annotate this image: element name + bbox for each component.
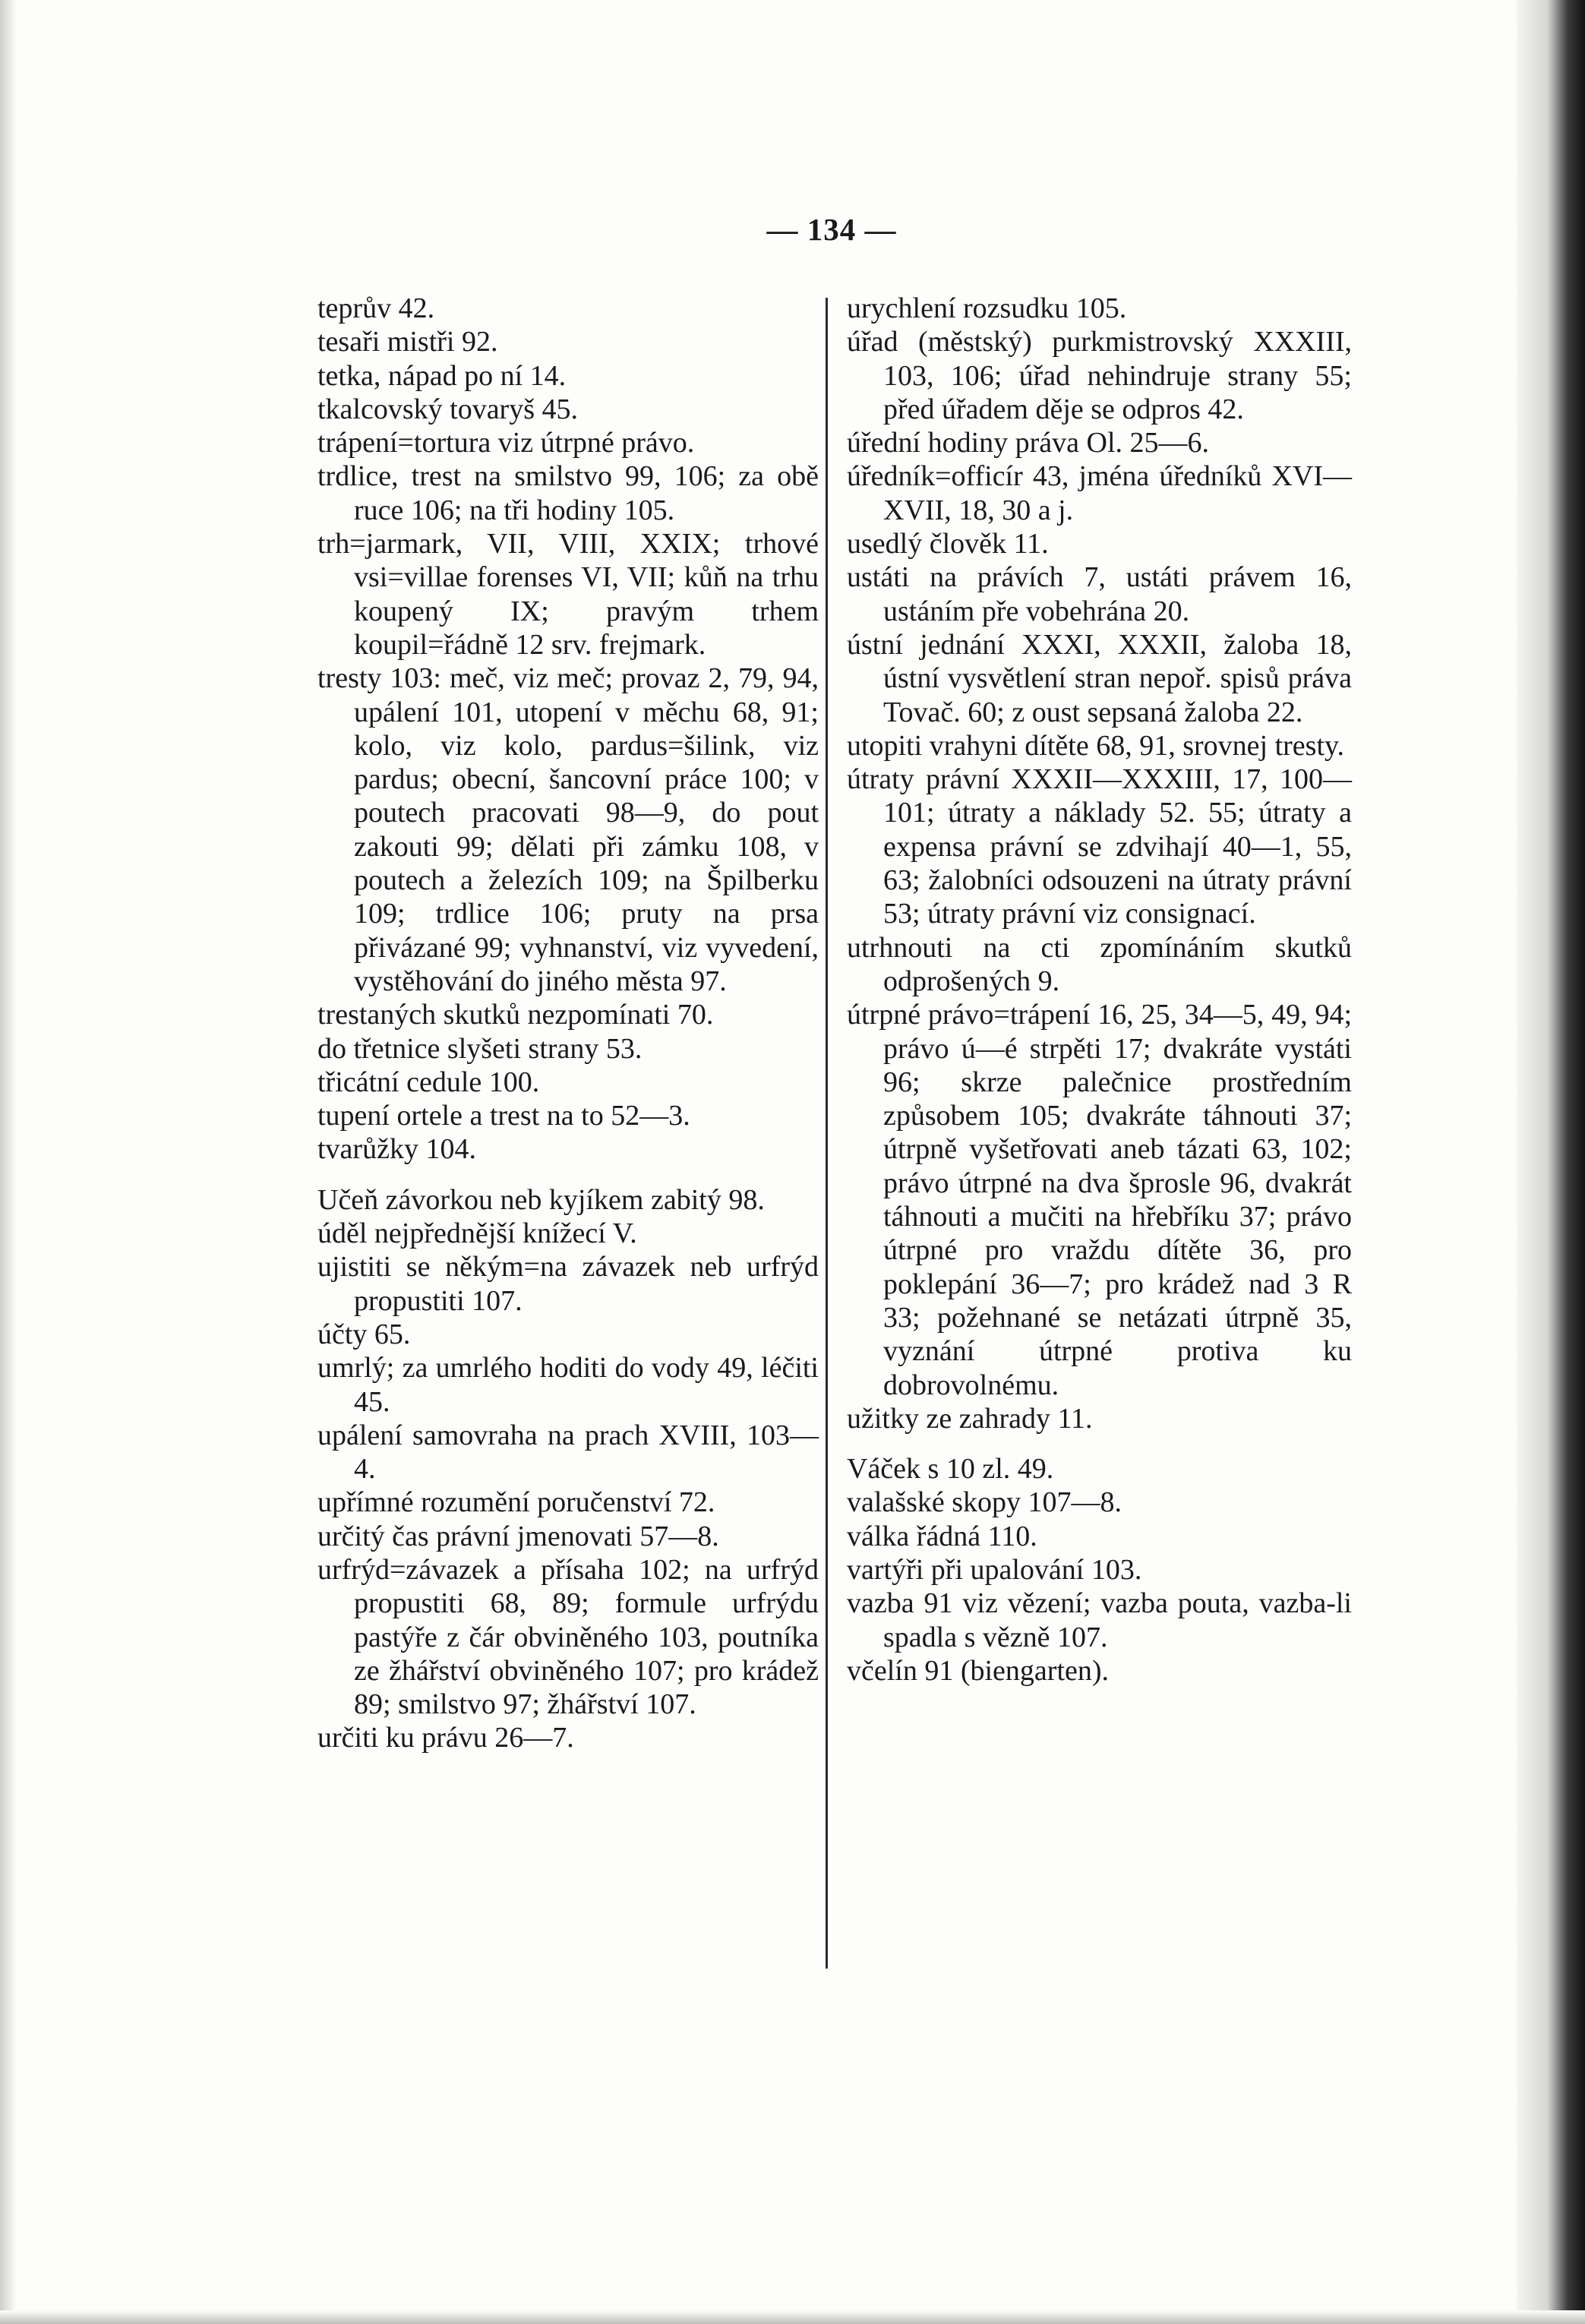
page-edge-left bbox=[0, 0, 17, 2324]
index-entry: ujistiti se někým=na závazek neb urfrýd propustiti 107. bbox=[317, 1251, 819, 1317]
index-entry: účty 65. bbox=[317, 1318, 411, 1350]
index-entry: Váček s 10 zl. 49. bbox=[847, 1453, 1054, 1486]
index-entry: užitky ze zahrady 11. bbox=[847, 1402, 1093, 1435]
index-entry: úděl nejpřednější knížecí V. bbox=[317, 1217, 637, 1250]
page-edge-right bbox=[1517, 0, 1585, 2324]
page-number: — 134 — bbox=[766, 212, 897, 247]
index-entry: upálení samovraha na prach XVIII, 103—4. bbox=[317, 1419, 819, 1486]
index-entry: tupení ortele a trest na to 52—3. bbox=[317, 1100, 690, 1132]
index-entry: ústní jednání XXXI, XXXII, žaloba 18, ústní vysvětlení stran nepoř. spisů práva Tovač. 60; z oust sepsaná žaloba 22. bbox=[847, 628, 1352, 728]
index-entry: vartýři při upalování 103. bbox=[847, 1553, 1142, 1586]
index-column-right bbox=[847, 292, 1352, 1688]
index-entry: tetka, nápad po ní 14. bbox=[317, 359, 567, 392]
index-entry: utrhnouti na cti zpomínáním skutků odprošených 9. bbox=[847, 931, 1352, 997]
index-entry: trh=jarmark, VII, VIII, XXIX; trhové vsi=villae forenses VI, VII; kůň na trhu koupený IX; pravým trhem koupil=řádně 12 srv. frejmark. bbox=[317, 528, 819, 661]
index-entry: úřední hodiny práva Ol. 25—6. bbox=[847, 427, 1210, 459]
index-entry: upřímné rozumění poručenství 72. bbox=[317, 1486, 715, 1519]
index-entry: valašské skopy 107—8. bbox=[847, 1486, 1122, 1519]
index-entry: trestaných skutků nezpomínati 70. bbox=[317, 999, 714, 1031]
index-entry: trápení=tortura viz útrpné právo. bbox=[317, 427, 695, 459]
index-entry: Učeň závorkou neb kyjíkem zabitý 98. bbox=[317, 1183, 765, 1216]
index-entry: teprův 42. bbox=[317, 292, 435, 324]
index-column-left bbox=[317, 292, 819, 1755]
index-entry: tresty 103: meč, viz meč; provaz 2, 79, 94, upálení 101, utopení v měchu 68, 91; kolo, viz kolo, pardus=šilink, viz pardus; obecní, šancovní práce 100; v poutech pracovati 98—9, do pout zakouti 99; dělati při zámku 108, v poutech a železích 109; na Špilberku 109; trdlice 106; pruty na prsa přivázané 99; vyhnanství, viz vyvedení, vystěhování do jiného města 97. bbox=[317, 662, 819, 997]
index-entry: třicátní cedule 100. bbox=[317, 1066, 540, 1098]
index-entry: utopiti vrahyni dítěte 68, 91, srovnej tresty. bbox=[847, 729, 1345, 762]
index-entry: vazba 91 viz vězení; vazba pouta, vazba-li spadla s vězně 107. bbox=[847, 1587, 1352, 1653]
index-entry: umrlý; za umrlého hoditi do vody 49, léčiti 45. bbox=[317, 1352, 819, 1418]
index-entry: usedlý člověk 11. bbox=[847, 528, 1049, 560]
index-entry: trdlice, trest na smilstvo 99, 106; za obě ruce 106; na tři hodiny 105. bbox=[317, 460, 819, 526]
page-edge-bottom bbox=[0, 2310, 1585, 2324]
index-entry: tesaři mistři 92. bbox=[317, 326, 498, 358]
index-entry: útrpné právo=trápení 16, 25, 34—5, 49, 94; právo ú—é strpěti 17; dvakráte vystáti 96; skrze palečnice prostředním způsobem 105; dvakráte táhnouti 37; útrpně vyšetřovati aneb tázati 63, 102; právo útrpné na dva šprosle 96, dvakrát táhnouti a mučiti na hřebříku 37; právo útrpné pro vraždu dítěte 36, pro poklepání 36—7; pro krádež nad 3 R 33; požehnané se netázati útrpně 35, vyznání útrpné protiva ku dobrovolnému. bbox=[847, 999, 1352, 1401]
index-entry: tkalcovský tovaryš 45. bbox=[317, 393, 579, 425]
index-entry: určiti ku právu 26—7. bbox=[317, 1722, 574, 1754]
index-entry: útraty právní XXXII—XXXIII, 17, 100—101; útraty a náklady 52. 55; útraty a expensa právní se zdvihají 40—1, 55, 63; žalobníci odsouzeni na útraty právní 53; útraty právní viz consignací. bbox=[847, 763, 1352, 930]
index-entry: urfrýd=závazek a přísaha 102; na urfrýd propustiti 68, 89; formule urfrýdu pastýře z čár obviněného 103, poutníka ze žhářství obviněného 107; pro krádež 89; smilstvo 97; žhářství 107. bbox=[317, 1553, 819, 1721]
index-entry: včelín 91 (biengarten). bbox=[847, 1654, 1110, 1687]
index-entry: urychlení rozsudku 105. bbox=[847, 292, 1127, 324]
index-entry: úřad (městský) purkmistrovský XXXIII, 103, 106; úřad nehindruje strany 55; před úřadem děje se odpros 42. bbox=[847, 326, 1352, 425]
index-entry: do třetnice slyšeti strany 53. bbox=[317, 1032, 643, 1065]
index-entry: válka řádná 110. bbox=[847, 1520, 1037, 1552]
column-divider bbox=[826, 298, 828, 1969]
index-entry: ustáti na právích 7, ustáti právem 16, ustáním pře vobehrána 20. bbox=[847, 561, 1352, 627]
index-entry: určitý čas právní jmenovati 57—8. bbox=[317, 1520, 719, 1552]
index-entry: úředník=officír 43, jména úředníků XVI—XVII, 18, 30 a j. bbox=[847, 460, 1352, 526]
index-entry: tvarůžky 104. bbox=[317, 1133, 476, 1166]
